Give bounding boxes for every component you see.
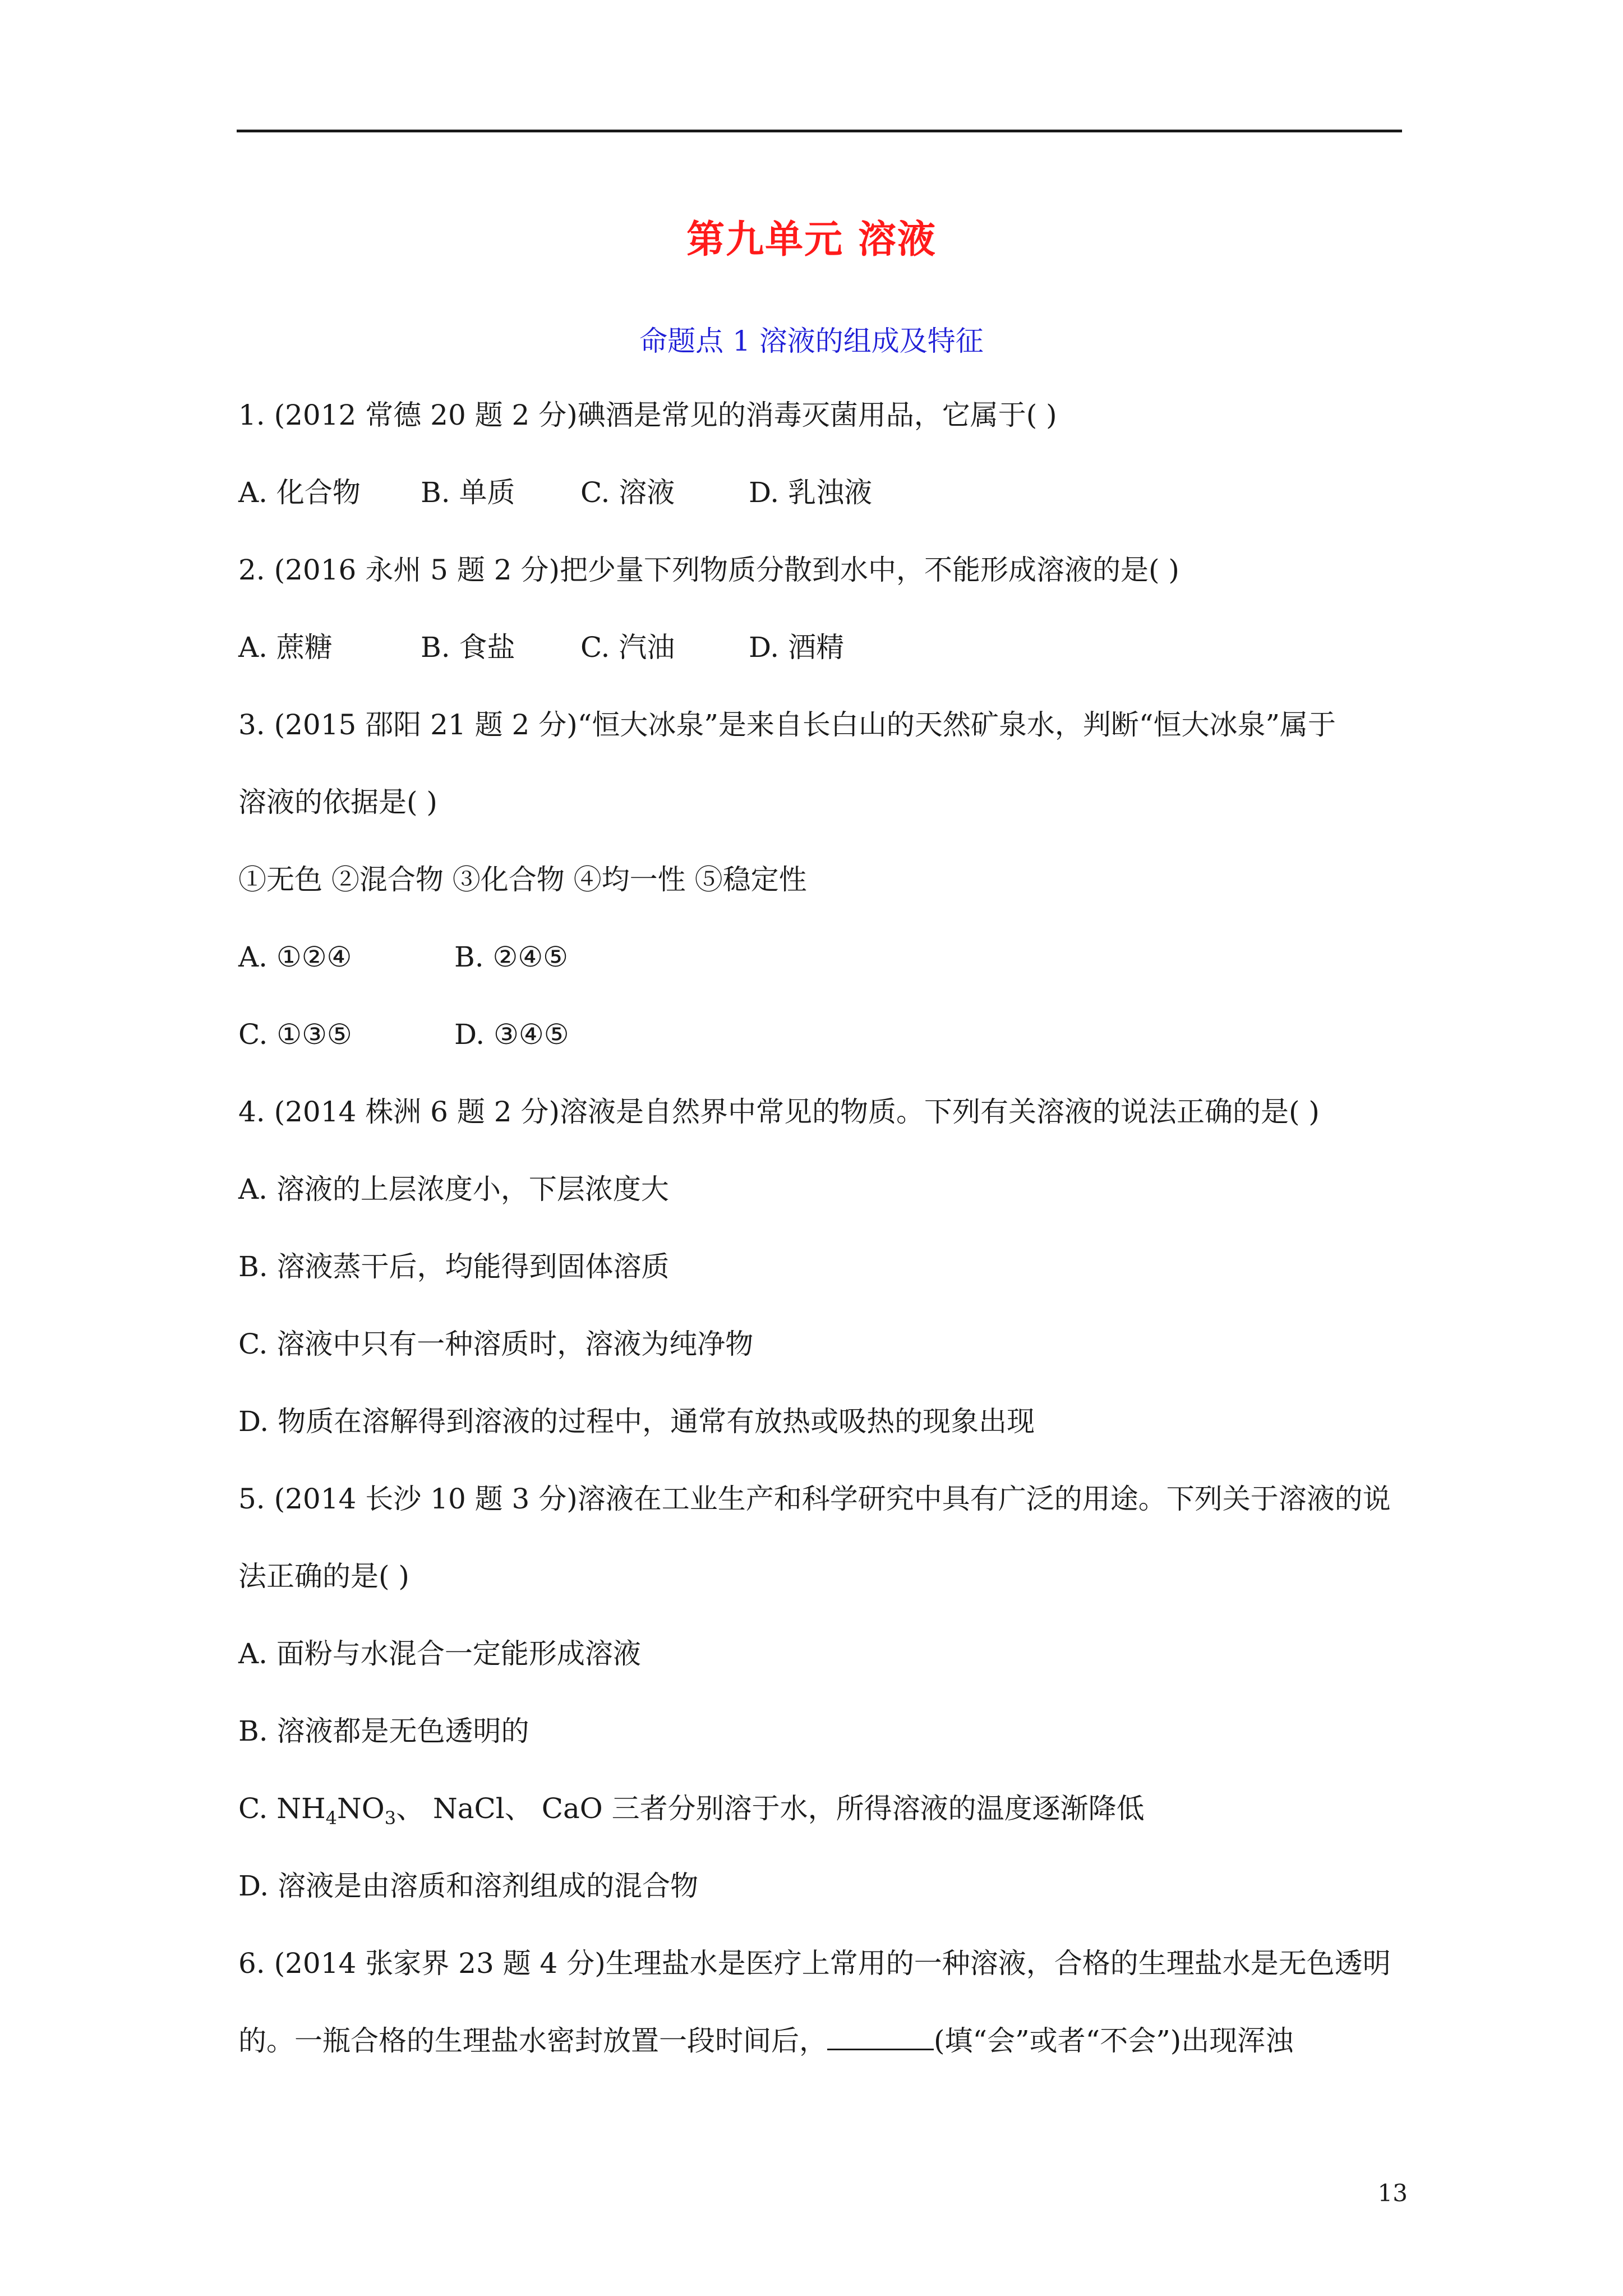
q5-option-c-rest: 、 NaCl、 CaO 三者分别溶于水，所得溶液的温度逐渐降低: [396, 1792, 1145, 1825]
question-4-stem: 4. (2014 株洲 6 题 2 分)溶液是自然界中常见的物质。下列有关溶液的说法正确的是( ): [238, 1096, 1320, 1128]
page-number: 13: [1377, 2179, 1408, 2207]
question-5-stem-line1: 5. (2014 长沙 10 题 3 分)溶液在工业生产和科学研究中具有广泛的用途。下列关于溶液的说: [238, 1483, 1391, 1515]
q2-option-a: A. 蔗糖: [238, 631, 333, 664]
question-6-stem-line2: [238, 2018, 1293, 2063]
q6-answer-blank[interactable]: [827, 2024, 934, 2050]
q2-option-b: B. 食盐: [421, 631, 515, 664]
question-3-items: ①无色 ②混合物 ③化合物 ④均一性 ⑤稳定性: [238, 863, 807, 896]
q3-option-a: A. ①②④: [238, 941, 352, 973]
q5-option-b: B. 溶液都是无色透明的: [238, 1715, 529, 1747]
q1-option-b: B. 单质: [421, 476, 515, 509]
q1-option-c: C. 溶液: [580, 476, 675, 509]
q6-text-before-blank: 的。一瓶合格的生理盐水密封放置一段时间后，: [238, 2024, 827, 2057]
question-1-options: [238, 470, 872, 515]
q6-text-after-blank: (填“会”或者“不会”)出现浑浊: [934, 2024, 1294, 2057]
q5-option-d: D. 溶液是由溶质和溶剂组成的混合物: [238, 1870, 699, 1902]
question-2-stem: 2. (2016 永州 5 题 2 分)把少量下列物质分散到水中，不能形成溶液的是( ): [238, 554, 1179, 586]
q3-option-d: D. ③④⑤: [454, 1018, 569, 1051]
q5-option-a: A. 面粉与水混合一定能形成溶液: [238, 1637, 641, 1670]
q2-option-d: D. 酒精: [749, 631, 845, 664]
question-3-options-row2: [238, 1012, 569, 1057]
q3-option-c: C. ①③⑤: [238, 1018, 352, 1051]
q3-option-b: B. ②④⑤: [454, 941, 569, 973]
unit-title: 第九单元 溶液: [686, 218, 937, 262]
question-6-stem-line1: 6. (2014 张家界 23 题 4 分)生理盐水是医疗上常用的一种溶液，合格的生理盐水是无色透明: [238, 1947, 1391, 1980]
question-1-stem: 1. (2012 常德 20 题 2 分)碘酒是常见的消毒灭菌用品，它属于( ): [238, 399, 1057, 431]
q5-option-c-mid: NO: [336, 1792, 385, 1825]
q4-option-b: B. 溶液蒸干后，均能得到固体溶质: [238, 1250, 670, 1283]
q4-option-c: C. 溶液中只有一种溶质时，溶液为纯净物: [238, 1328, 754, 1360]
q1-option-d: D. 乳浊液: [749, 476, 873, 509]
q4-option-a: A. 溶液的上层浓度小，下层浓度大: [238, 1173, 669, 1205]
question-3-stem-line2: 溶液的依据是( ): [238, 786, 437, 818]
question-5-stem-line2: 法正确的是( ): [238, 1560, 409, 1593]
question-2-options: [238, 625, 844, 670]
q4-option-d: D. 物质在溶解得到溶液的过程中，通常有放热或吸热的现象出现: [238, 1405, 1035, 1438]
q5-option-c-prefix: C. NH: [238, 1792, 326, 1825]
section-subtitle: 命题点 1 溶液的组成及特征: [639, 325, 984, 357]
question-3-stem-line1: 3. (2015 邵阳 21 题 2 分)“恒大冰泉”是来自长白山的天然矿泉水，判断“恒大冰泉”属于: [238, 708, 1336, 741]
q2-option-c: C. 汽油: [580, 631, 675, 664]
q5-option-c-subscript-1: 4: [325, 1807, 337, 1829]
header-rule: [237, 130, 1402, 132]
q1-option-a: A. 化合物: [238, 476, 361, 509]
q5-option-c: [238, 1786, 1145, 1841]
q5-option-c-subscript-2: 3: [384, 1807, 396, 1829]
question-3-options-row1: [238, 935, 568, 979]
